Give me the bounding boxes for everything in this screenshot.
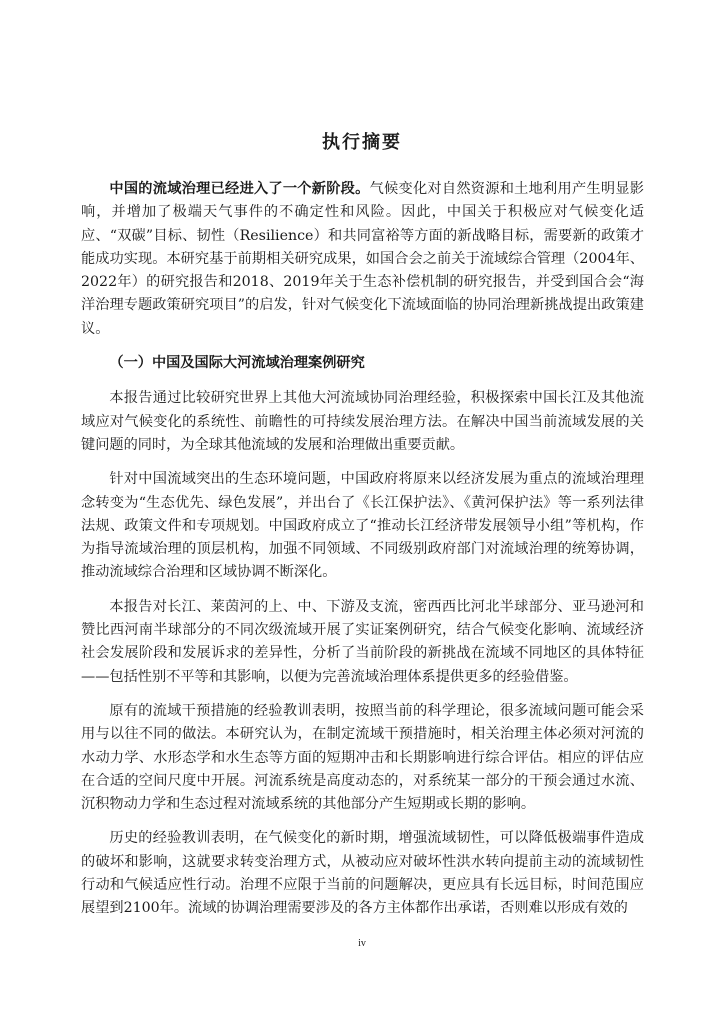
body-paragraph: 本报告通过比较研究世界上其他大河流域协同治理经验，积极探索中国长江及其他流域应对气候变化的系统性、前瞻性的可持续发展治理方法。在解决中国当前流域发展的关键问题的同时，为全球其他流域的发展和治理做出重要贡献。	[81, 390, 644, 453]
intro-text: 气候变化对自然资源和土地利用产生明显影响，并增加了极端天气事件的不确定性和风险。因此，中国关于积极应对气候变化适应、“双碳”目标、韧性（Resilience）和共同富裕等方面的新战略目标，需要新的政策才能成功实现。本研究基于前期相关研究成果，如国合会之前关于流域综合管理（2004年、2022年）的研究报告和2018、2019年关于生态补偿机制的研究报告，并受到国合会“海洋治理专题政策研究项目”的启发，针对气候变化下流域面临的协同治理新挑战提出政策建议。	[81, 181, 644, 337]
page-title: 执行摘要	[322, 132, 402, 153]
document-body	[81, 178, 644, 921]
body-paragraph: 原有的流域干预措施的经验教训表明，按照当前的科学理论，很多流域问题可能会采用与以往不同的做法。本研究认为，在制定流域干预措施时，相关治理主体必须对河流的水动力学、水形态学和水生态等方面的短期冲击和长期影响进行综合评估。相应的评估应在合适的空间尺度中开展。河流系统是高度动态的，对系统某一部分的干预会通过水流、沉积物动力学和生态过程对流域系统的其他部分产生短期或长期的影响。	[81, 702, 644, 813]
body-paragraph: 本报告对长江、莱茵河的上、中、下游及支流，密西西比河北半球部分、亚马逊河和赞比西河南半球部分的不同次级流域开展了实证案例研究，结合气候变化影响、流域经济社会发展阶段和发展诉求的差异性，分析了当前阶段的新挑战在流域不同地区的具体特征——包括性别不平等和其影响，以便为完善流域治理体系提供更多的经验借鉴。	[81, 598, 644, 685]
body-paragraph: 针对中国流域突出的生态环境问题，中国政府将原来以经济发展为重点的流域治理理念转变为“生态优先、绿色发展”，并出台了《长江保护法》、《黄河保护法》等一系列法律法规、政策文件和专项规划。中国政府成立了“推动长江经济带发展领导小组”等机构，作为指导流域治理的顶层机构，加强不同领域、不同级别政府部门对流域治理的统筹协调，推动流域综合治理和区域协调不断深化。	[81, 471, 644, 581]
page-number: iv	[358, 938, 366, 949]
intro-paragraph	[81, 178, 644, 341]
section-heading: （一）中国及国际大河流域治理案例研究	[109, 355, 365, 372]
intro-lead: 中国的流域治理已经进入了一个新阶段。	[109, 181, 370, 197]
body-paragraph: 历史的经验教训表明，在气候变化的新时期，增强流域韧性，可以降低极端事件造成的破坏和影响，这就要求转变治理方式，从被动应对破坏性洪水转向提前主动的流域韧性行动和气候适应性行动。治理不应限于当前的问题解决，更应具有长远目标，时间范围应展望到2100年。流域的协调治理需要涉及的各方主体都作出承诺，否则难以形成有效的	[81, 830, 644, 917]
